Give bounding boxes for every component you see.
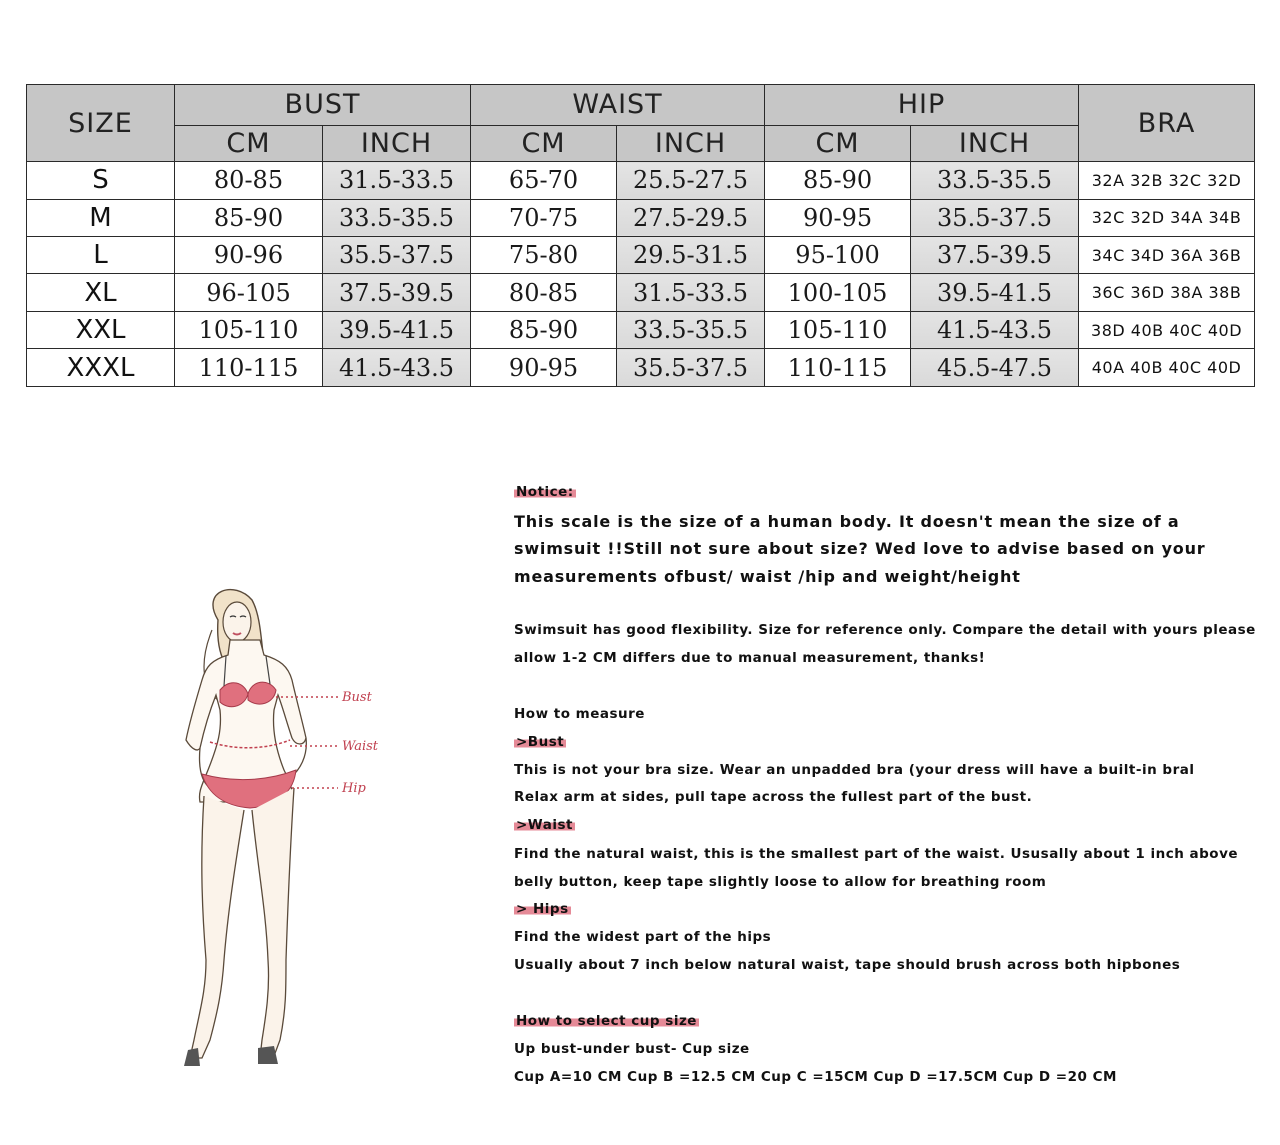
hip-inch-cell: 37.5-39.5 — [911, 236, 1079, 273]
bust-header: BUST — [175, 85, 471, 126]
waist-inch-header: INCH — [617, 125, 765, 161]
bust-label: Bust — [342, 690, 372, 705]
waist-cm-cell: 70-75 — [471, 199, 617, 236]
bust-inch-cell: 33.5-35.5 — [323, 199, 471, 236]
bra-cell: 36C 36D 38A 38B — [1079, 274, 1255, 311]
bra-cell: 34C 34D 36A 36B — [1079, 236, 1255, 273]
bust-inch-cell: 41.5-43.5 — [323, 349, 471, 387]
bra-header: BRA — [1079, 85, 1255, 162]
waist-inch-cell: 35.5-37.5 — [617, 349, 765, 387]
cup-line-1: Up bust-under bust- Cup size — [514, 1041, 750, 1057]
waist-inch-cell: 29.5-31.5 — [617, 236, 765, 273]
waist-label: Waist — [342, 739, 379, 754]
cup-section-title: How to select cup size — [516, 1013, 697, 1029]
body-measurement-figure — [140, 570, 400, 1070]
waist-line-2: belly button, keep tape slightly loose to allow for breathing room — [514, 874, 1047, 890]
waist-section-title: >Waist — [516, 817, 573, 833]
bust-cm-cell: 85-90 — [175, 199, 323, 236]
bust-inch-cell: 37.5-39.5 — [323, 274, 471, 311]
bra-cell: 32A 32B 32C 32D — [1079, 162, 1255, 199]
hip-cm-cell: 90-95 — [765, 199, 911, 236]
size-rows — [27, 162, 1255, 387]
hip-inch-cell: 33.5-35.5 — [911, 162, 1079, 199]
hip-inch-header: INCH — [911, 125, 1079, 161]
waist-line-1: Find the natural waist, this is the smallest part of the waist. Ususally about 1 inch above — [514, 846, 1239, 862]
waist-cm-cell: 75-80 — [471, 236, 617, 273]
table-row — [27, 311, 1255, 348]
bust-cm-header: CM — [175, 125, 323, 161]
bust-line-2: Relax arm at sides, pull tape across the fullest part of the bust. — [514, 789, 1033, 805]
bust-line-1: This is not your bra size. Wear an unpadded bra (your dress will have a built-in bral — [514, 762, 1195, 778]
bust-cm-cell: 90-96 — [175, 236, 323, 273]
bust-cm-cell: 96-105 — [175, 274, 323, 311]
table-row — [27, 274, 1255, 311]
size-cell: XL — [27, 274, 175, 311]
notice-line-1: This scale is the size of a human body. It doesn't mean the size of a — [514, 512, 1180, 531]
hips-section-title: > Hips — [516, 901, 569, 917]
hip-cm-cell: 110-115 — [765, 349, 911, 387]
size-cell: S — [27, 162, 175, 199]
waist-cm-cell: 65-70 — [471, 162, 617, 199]
bust-inch-cell: 31.5-33.5 — [323, 162, 471, 199]
cup-line-2: Cup A=10 CM Cup B =12.5 CM Cup C =15CM Cup D =17.5CM Cup D =20 CM — [514, 1069, 1117, 1085]
hip-cm-cell: 105-110 — [765, 311, 911, 348]
hip-label: Hip — [342, 781, 366, 796]
flex-line-2: allow 1-2 CM differs due to manual measurement, thanks! — [514, 650, 986, 666]
hips-line-2: Usually about 7 inch below natural waist, tape should brush across both hipbones — [514, 957, 1181, 973]
woman-sketch-icon — [140, 570, 400, 1070]
table-row — [27, 199, 1255, 236]
hip-header: HIP — [765, 85, 1079, 126]
bust-cm-cell: 110-115 — [175, 349, 323, 387]
hip-inch-cell: 35.5-37.5 — [911, 199, 1079, 236]
bust-inch-header: INCH — [323, 125, 471, 161]
how-to-measure-title: How to measure — [514, 706, 645, 722]
waist-cm-cell: 90-95 — [471, 349, 617, 387]
bust-cm-cell: 105-110 — [175, 311, 323, 348]
hip-cm-header: CM — [765, 125, 911, 161]
bust-inch-cell: 35.5-37.5 — [323, 236, 471, 273]
notice-line-2: swimsuit !!Still not sure about size? Wed love to advise based on your — [514, 539, 1206, 558]
size-cell: XXL — [27, 311, 175, 348]
table-row — [27, 349, 1255, 387]
bra-cell: 40A 40B 40C 40D — [1079, 349, 1255, 387]
waist-inch-cell: 31.5-33.5 — [617, 274, 765, 311]
hip-cm-cell: 85-90 — [765, 162, 911, 199]
bra-cell: 32C 32D 34A 34B — [1079, 199, 1255, 236]
waist-inch-cell: 25.5-27.5 — [617, 162, 765, 199]
bra-cell: 38D 40B 40C 40D — [1079, 311, 1255, 348]
size-cell: M — [27, 199, 175, 236]
hip-inch-cell: 45.5-47.5 — [911, 349, 1079, 387]
table-row — [27, 162, 1255, 199]
waist-header: WAIST — [471, 85, 765, 126]
waist-inch-cell: 33.5-35.5 — [617, 311, 765, 348]
waist-cm-cell: 80-85 — [471, 274, 617, 311]
hip-cm-cell: 95-100 — [765, 236, 911, 273]
hips-line-1: Find the widest part of the hips — [514, 929, 772, 945]
bust-cm-cell: 80-85 — [175, 162, 323, 199]
size-chart-table — [26, 84, 1255, 387]
notice-line-3: measurements ofbust/ waist /hip and weight/height — [514, 567, 1021, 586]
bust-section-title: >Bust — [516, 734, 565, 750]
hip-cm-cell: 100-105 — [765, 274, 911, 311]
notice-title: Notice: — [516, 484, 574, 500]
waist-cm-header: CM — [471, 125, 617, 161]
hip-inch-cell: 41.5-43.5 — [911, 311, 1079, 348]
table-row — [27, 236, 1255, 273]
size-header: SIZE — [27, 85, 175, 162]
bust-inch-cell: 39.5-41.5 — [323, 311, 471, 348]
size-cell: XXXL — [27, 349, 175, 387]
size-cell: L — [27, 236, 175, 273]
flex-line-1: Swimsuit has good flexibility. Size for reference only. Compare the detail with yours please — [514, 622, 1256, 638]
waist-inch-cell: 27.5-29.5 — [617, 199, 765, 236]
waist-cm-cell: 85-90 — [471, 311, 617, 348]
hip-inch-cell: 39.5-41.5 — [911, 274, 1079, 311]
